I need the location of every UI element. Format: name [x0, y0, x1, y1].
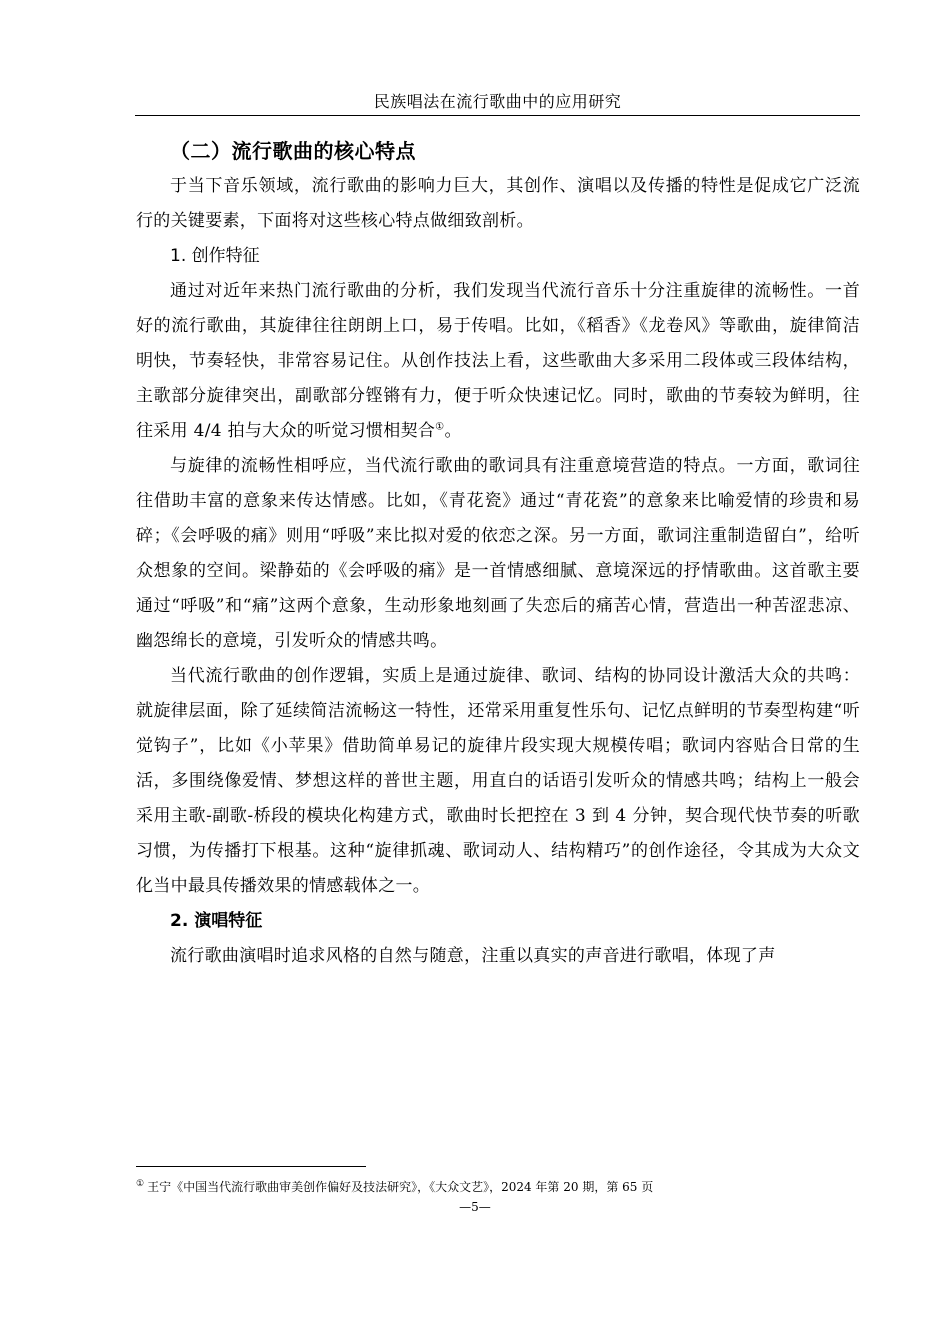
creation-paragraph-1-end: 。 — [444, 421, 462, 441]
footnote — [136, 1178, 860, 1196]
creation-paragraph-1 — [136, 274, 860, 449]
creation-paragraph-2: 与旋律的流畅性相呼应，当代流行歌曲的歌词具有注重意境营造的特点。一方面，歌词往往借助丰富的意象来传达情感。比如，《青花瓷》通过“青花瓷”的意象来比喻爱情的珍贵和易碎；《会呼吸的痛》则用“呼吸”来比拟对爱的依恋之深。另一方面，歌词注重制造留白”，给听众想象的空间。梁静茹的《会呼吸的痛》是一首情感细腻、意境深远的抒情歌曲。这首歌主要通过“呼吸”和“痛”这两个意象，生动形象地刻画了失恋后的痛苦心情，营造出一种苦涩悲凉、幽怨绵长的意境，引发听众的情感共鸣。 — [136, 456, 860, 651]
page-number: —5— — [459, 1200, 491, 1214]
intro-paragraph: 于当下音乐领域，流行歌曲的影响力巨大，其创作、演唱以及传播的特性是促成它广泛流行的关键要素，下面将对这些核心特点做细致剖析。 — [136, 176, 860, 231]
creation-paragraph-1-text: 通过对近年来热门流行歌曲的分析，我们发现当代流行音乐十分注重旋律的流畅性。一首好的流行歌曲，其旋律往往朗朗上口，易于传唱。比如，《稻香》《龙卷风》等歌曲，旋律简洁明快，节奏轻快，非常容易记住。从创作技法上看，这些歌曲大多采用二段体或三段体结构，主歌部分旋律突出，副歌部分铿锵有力，便于听众快速记忆。同时，歌曲的节奏较为鲜明，往往采用 4/4 拍与大众的听觉习惯相契合 — [136, 281, 860, 441]
body-text — [136, 136, 860, 974]
subheading-singing-features: 2. 演唱特征 — [170, 911, 263, 931]
subheading-creation-features: 1. 创作特征 — [170, 246, 260, 266]
section-heading: （二）流行歌曲的核心特点 — [170, 139, 416, 163]
creation-paragraph-3: 当代流行歌曲的创作逻辑，实质上是通过旋律、歌词、结构的协同设计激活大众的共鸣：就旋律层面，除了延续简洁流畅这一特性，还常采用重复性乐句、记忆点鲜明的节奏型构建“听觉钩子”，比如《小苹果》借助简单易记的旋律片段实现大规模传唱；歌词内容贴合日常的生活，多围绕像爱情、梦想这样的普世主题，用直白的话语引发听众的情感共鸣；结构上一般会采用主歌-副歌-桥段的模块化构建方式，歌曲时长把控在 3 到 4 分钟，契合现代快节奏的听歌习惯，为传播打下根基。这种“旋律抓魂、歌词动人、结构精巧”的创作途径，令其成为大众文化当中最具传播效果的情感载体之一。 — [136, 666, 860, 896]
footnote-reference[interactable]: ① — [435, 421, 445, 433]
footnote-text: 王宁《中国当代流行歌曲审美创作偏好及技法研究》，《大众文艺》，2024 年第 20 期，第 65 页 — [147, 1180, 654, 1194]
footnote-rule — [136, 1166, 366, 1167]
footnote-mark: ① — [136, 1179, 145, 1189]
header-rule — [135, 115, 860, 116]
singing-paragraph-1: 流行歌曲演唱时追求风格的自然与随意，注重以真实的声音进行歌唱，体现了声 — [170, 946, 776, 966]
running-header: 民族唱法在流行歌曲中的应用研究 — [373, 92, 622, 111]
